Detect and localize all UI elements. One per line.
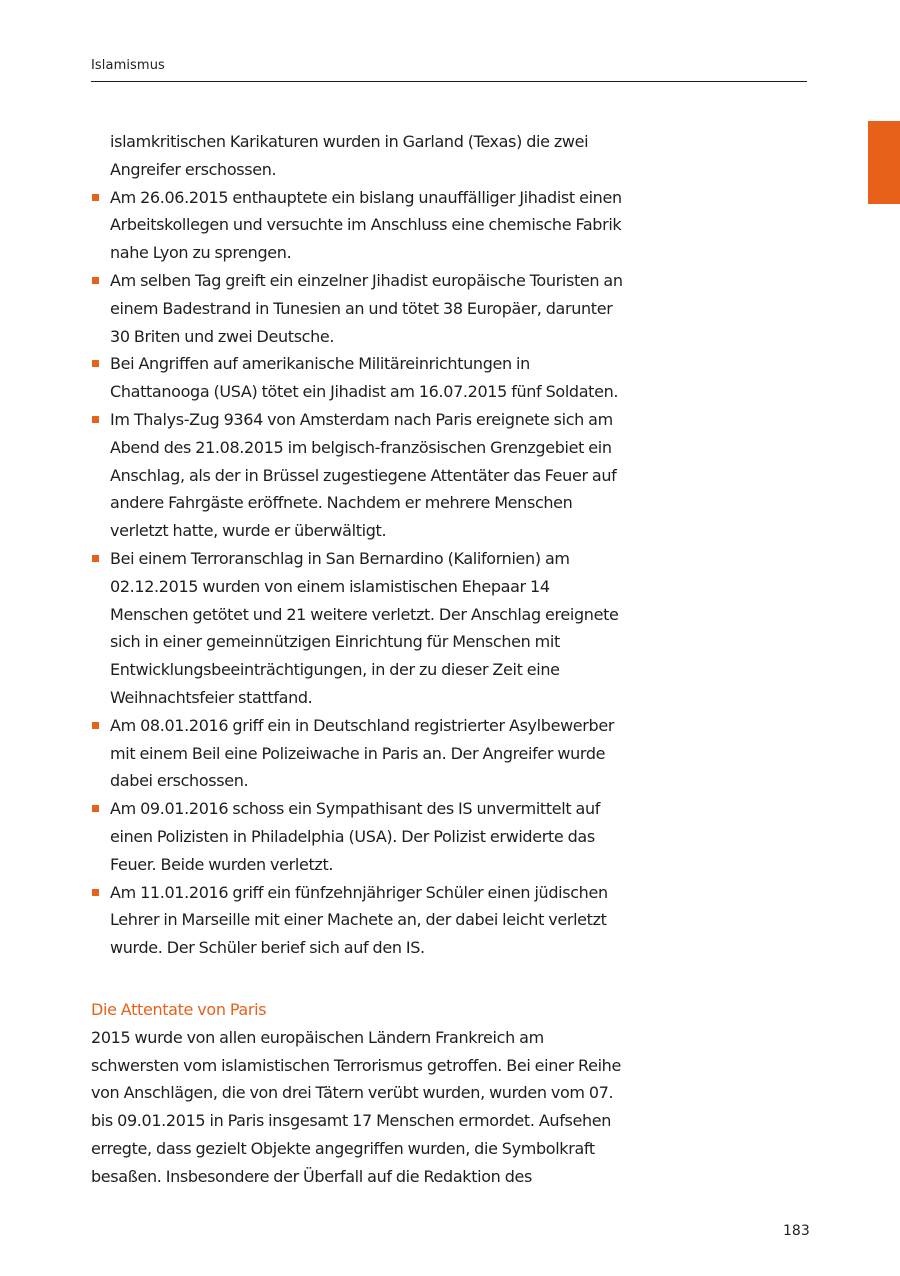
header-rule (91, 81, 807, 82)
page-number: 183 (783, 1223, 810, 1239)
list-item-text: Am 11.01.2016 griff ein fünfzehnjähriger Schüler einen jüdischen Lehrer in Marseille mit einer Machete an, der dabei leicht verletzt wurde. Der Schüler berief sich auf den IS. (110, 882, 608, 958)
list-item-text: Im Thalys-Zug 9364 von Amsterdam nach Paris ereignete sich am Abend des 21.08.2015 im belgisch-französischen Grenzgebiet ein Anschlag, als der in Brüssel zugestiegene Attentäter das Feuer auf andere Fahrgäste eröffnete. Nachdem er mehrere Menschen verletzt hatte, wurde er überwältigt. (110, 409, 617, 541)
list-item (91, 545, 626, 712)
square-bullet-icon (92, 722, 99, 729)
square-bullet-icon (92, 805, 99, 812)
chapter-thumb-tab (868, 121, 900, 204)
list-item (91, 406, 626, 545)
list-item-text: Bei Angriffen auf amerikanische Militäreinrichtungen in Chattanooga (USA) tötet ein Jihadist am 16.07.2015 fünf Soldaten. (110, 354, 619, 402)
square-bullet-icon (92, 194, 99, 201)
square-bullet-icon (92, 416, 99, 423)
list-item (91, 795, 626, 878)
list-item-text: Am 08.01.2016 griff ein in Deutschland registrierter Asylbewerber mit einem Beil eine Polizeiwache in Paris an. Der Angreifer wurde dabei erschossen. (110, 715, 615, 791)
list-item-text: Am selben Tag greift ein einzelner Jihadist europäische Touristen an einem Badestrand in Tunesien an und tötet 38 Europäer, darunter 30 Briten und zwei Deutsche. (110, 270, 623, 346)
square-bullet-icon (92, 277, 99, 284)
list-item (91, 879, 626, 962)
attack-list (91, 184, 626, 962)
list-item-text: Am 26.06.2015 enthauptete ein bislang unauffälliger Jihadist einen Arbeitskollegen und versuchte im Anschluss eine chemische Fabrik nahe Lyon zu sprengen. (110, 187, 622, 263)
list-item (91, 350, 626, 406)
list-item (91, 712, 626, 795)
section-heading: Die Attentate von Paris (91, 999, 267, 1019)
list-item-text: Bei einem Terroranschlag in San Bernardino (Kalifornien) am 02.12.2015 wurden von einem islamistischen Ehepaar 14 Menschen getötet und 21 weitere verletzt. Der Anschlag ereignete sich in einer gemeinnützigen Einrichtung für Menschen mit Entwicklungsbeeinträchtigungen, in der zu dieser Zeit eine Weihnachtsfeier stattfand. (110, 548, 619, 707)
list-item (91, 184, 626, 267)
square-bullet-icon (92, 889, 99, 896)
continuation-paragraph: islamkritischen Karikaturen wurden in Garland (Texas) die zwei Angreifer erschossen. (110, 132, 589, 179)
running-title: Islamismus (91, 58, 165, 73)
section-paragraph: 2015 wurde von allen europäischen Ländern Frankreich am schwersten vom islamistischen Terrorismus getroffen. Bei einer Reihe von Anschlägen, die von drei Tätern verübt wurden, wurden vom 07. bis 09.01.2015 in Paris insgesamt 17 Menschen ermordet. Aufsehen erregte, dass gezielt Objekte angegriffen wurden, die Symbolkraft besaßen. Insbesondere der Überfall auf die Redaktion des (91, 1027, 621, 1186)
list-item-text: Am 09.01.2016 schoss ein Sympathisant des IS unvermittelt auf einen Polizisten in Philadelphia (USA). Der Polizist erwiderte das Feuer. Beide wurden verletzt. (110, 799, 601, 874)
square-bullet-icon (92, 360, 99, 367)
square-bullet-icon (92, 555, 99, 562)
list-item (91, 267, 626, 350)
main-text-column (91, 128, 626, 1190)
